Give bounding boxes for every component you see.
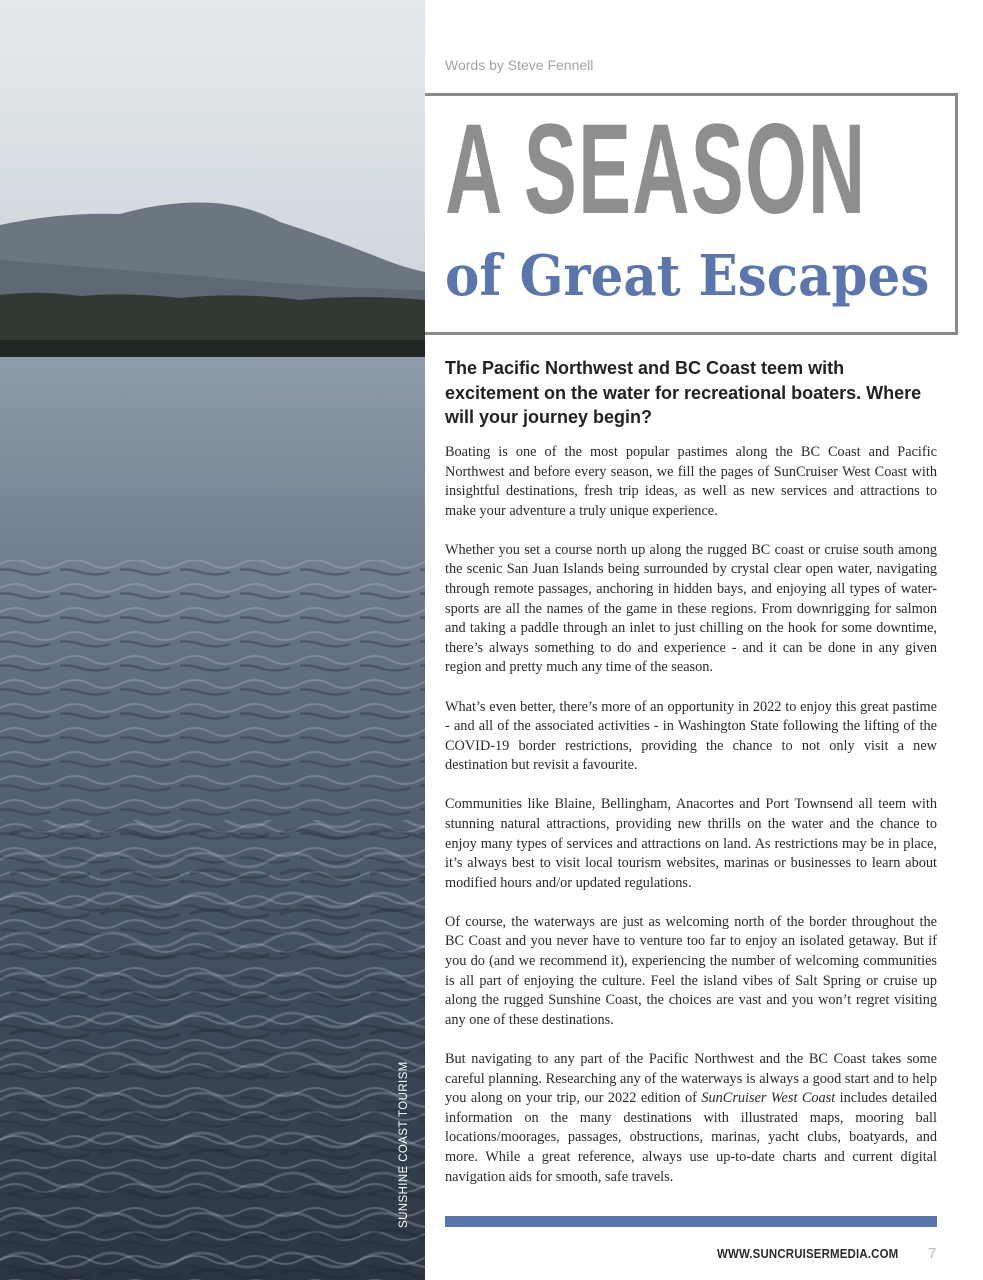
footer-website[interactable]: WWW.SUNCRUISERMEDIA.COM: [717, 1246, 899, 1261]
headline-main: A SEASON: [445, 98, 867, 241]
body-paragraph: Whether you set a course north up along the rugged BC coast or cruise south among the scenic San Juan Islands being surrounded by crystal clear open water, navigating through remote passages, anchoring in hidden bays, and enjoying all types of water-sports are all the names of the game in these regions. From downrigging for salmon and taking a paddle through an inlet to just chilling on the hook for some downtime, there’s always something to do and experience - and it can be done in any given region and pretty much any time of the season.: [445, 541, 937, 676]
byline: Words by Steve Fennell: [445, 57, 594, 73]
lake-mountain-photo: [0, 0, 425, 1280]
headline-sub: of Great Escapes: [445, 243, 930, 309]
body-paragraph: Of course, the waterways are just as welcoming north of the border throughout the BC Coast and you never have to venture too far to enjoy an isolated getaway. But if you do (and we recommend it), experiencing the number of welcoming communities is all part of enjoying the culture. Feel the island vibes of Salt Spring or cruise up along the rugged Sunshine Coast, the choices are vast and you won’t regret visiting any one of these destinations.: [445, 913, 937, 1028]
lede-paragraph: The Pacific Northwest and BC Coast teem with excitement on the water for recreational boaters. Where will your journey begin?: [445, 358, 922, 427]
page-number: 7: [928, 1245, 937, 1262]
article-body: [445, 443, 937, 1207]
photo-credit: SUNSHINE COAST TOURISM: [398, 1061, 410, 1228]
body-paragraph: Communities like Blaine, Bellingham, Anacortes and Port Townsend all teem with stunning natural attractions, providing new thrills on the water and the chance to enjoy many types of services and attractions on land. As restrictions may be in place, it’s always best to visit local tourism websites, marinas or businesses to learn about modified hours and/or updated regulations.: [445, 796, 937, 891]
body-paragraph: Boating is one of the most popular pastimes along the BC Coast and Pacific Northwest and before every season, we fill the pages of SunCruiser West Coast with insightful destinations, fresh trip ideas, as well as new services and attractions to make your adventure a truly unique experience.: [445, 444, 937, 519]
last-paragraph-text: includes detailed information on the many destinations with illustrated maps, mooring ball locations/moorages, passages, obstructions, marinas, yacht clubs, boatyards, and more. While a great reference, always use up-to-date charts and current digital navigation aids for smooth, safe travels.: [445, 1090, 938, 1185]
body-paragraph: What’s even better, there’s more of an opportunity in 2022 to enjoy this great pastime - and all of the associated activities - in Washington State following the lifting of the COVID-19 border restrictions, providing the chance to not only visit a new destination but revisit a favourite.: [445, 698, 937, 774]
photo-illustration: [0, 0, 425, 1280]
footer-rule: [445, 1216, 937, 1227]
publication-title: SunCruiser West Coast: [701, 1090, 836, 1107]
last-paragraph-text: But navigating to any part of the Pacific Northwest and the BC Coast takes some careful planning. Researching any of the waterways is always a good start and to help you along on your trip, our 2022 edition of: [445, 1050, 937, 1107]
body-paragraph-last: [445, 1050, 937, 1187]
